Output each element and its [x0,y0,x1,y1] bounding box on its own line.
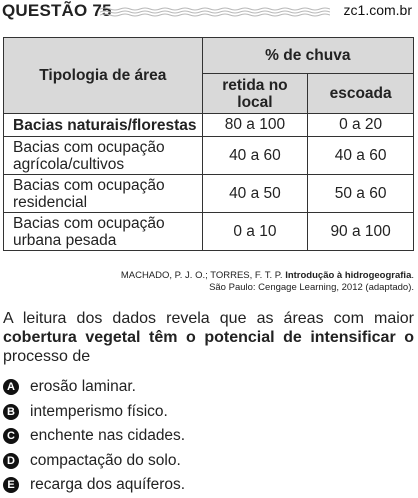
question-number: QUESTÃO 75 [2,1,112,20]
statement-part1: A leitura dos dados revela que as áreas com maior [3,310,414,327]
row-escoada: 90 a 100 [308,213,414,251]
row-tipologia: Bacias com ocupação residencial [4,175,203,213]
option-letter-icon: D [3,453,19,469]
option-text: enchente nas cidades. [30,427,186,445]
option-c[interactable] [3,424,185,449]
option-letter-icon: E [3,477,19,493]
question-header [0,0,418,24]
table-row [4,175,414,213]
option-text: erosão laminar. [30,378,136,396]
row-tipologia: Bacias com ocupação agrícola/cultivos [4,137,203,175]
option-a[interactable] [3,375,185,400]
option-d[interactable] [3,449,185,474]
row-escoada: 50 a 60 [308,175,414,213]
row-retida: 0 a 10 [202,213,308,251]
citation-authors: MACHADO, P. J. O.; TORRES, F. T. P. [120,270,283,281]
wave-decoration-icon [100,7,330,17]
answer-options [3,375,185,498]
citation-publisher: São Paulo: Cengage Learning, 2012 (adaptado). [209,282,414,293]
option-letter-icon: C [3,428,19,444]
row-escoada: 0 a 20 [308,114,414,137]
row-retida: 40 a 60 [202,137,308,175]
table-row [4,137,414,175]
source-citation: MACHADO, P. J. O.; TORRES, F. T. P. Introdução à hidrogeografia. São Paulo: Cengage Learning, 2012 (adaptado). [120,270,414,293]
option-letter-icon: A [3,379,19,395]
option-b[interactable] [3,400,185,425]
row-retida: 80 a 100 [202,114,308,137]
option-text: intemperismo físico. [30,402,168,420]
question-statement [3,309,414,366]
option-text: compactação do solo. [30,451,181,469]
statement-part3: processo de [3,348,91,365]
header-chuva: % de chuva [202,38,413,74]
header-retida: retida no local [202,74,308,114]
row-tipologia: Bacias com ocupação urbana pesada [4,213,203,251]
table-row [4,213,414,251]
row-tipologia: Bacias naturais/florestas [4,114,203,137]
option-e[interactable] [3,473,185,498]
option-text: recarga dos aquíferos. [30,476,186,494]
statement-part2: cobertura vegetal têm o potencial de intensificar o [3,329,414,346]
table-row [4,114,414,137]
option-letter-icon: B [3,404,19,420]
site-watermark: zc1.com.br [343,2,412,18]
row-retida: 40 a 50 [202,175,308,213]
rain-data-table [3,37,414,251]
header-tipologia: Tipologia de área [4,38,203,114]
citation-book: Introdução à hidrogeografia [285,270,412,281]
row-escoada: 40 a 60 [308,137,414,175]
header-escoada: escoada [308,74,414,114]
